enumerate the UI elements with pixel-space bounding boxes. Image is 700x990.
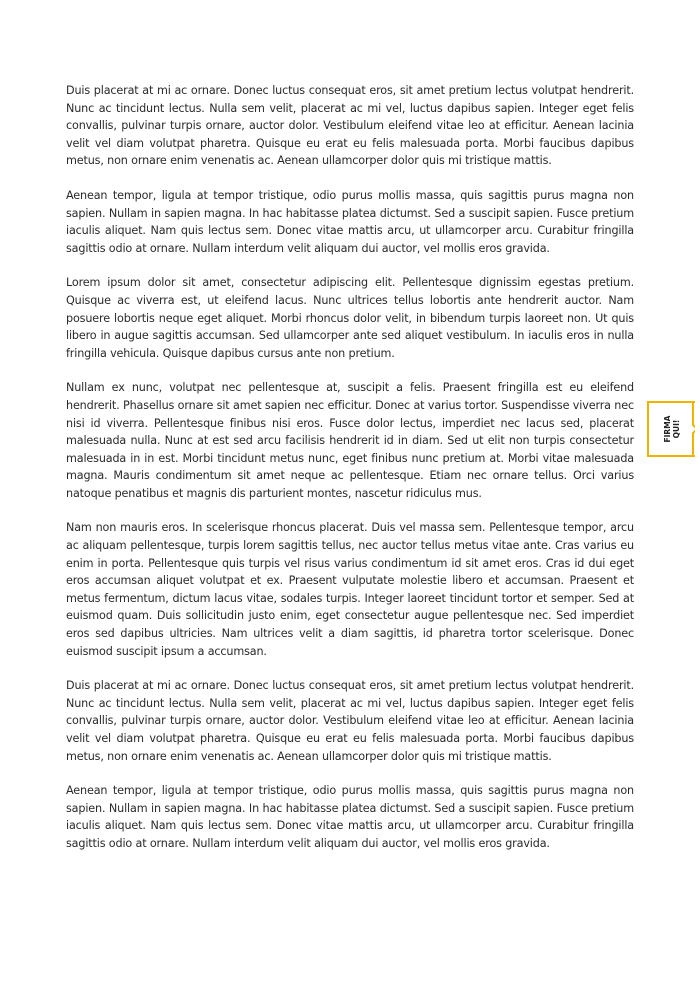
sign-label-line-1: FIRMA <box>663 415 672 443</box>
paragraph-1: Duis placerat at mi ac ornare. Donec luctus consequat eros, sit amet pretium lectus volutpat hendrerit. Nunc ac tincidunt lectus. Nulla sem velit, placerat ac mi vel, luctus dapibus sapien. Integer eget felis convallis, pulvinar turpis ornare, auctor dolor. Vestibulum eleifend vitae leo at efficitur. Aenean lacinia velit vel diam volutpat pharetra. Quisque eu erat eu felis malesuada porta. Morbi faucibus dapibus metus, non ornare enim venenatis ac. Aenean ullamcorper dolor quis mi tristique mattis. <box>66 84 634 168</box>
paragraph-5: Nam non mauris eros. In scelerisque rhoncus placerat. Duis vel massa sem. Pellentesque tempor, arcu ac aliquam pellentesque, turpis lorem sagittis tellus, nec auctor tellus metus vitae ante. Cras varius eu enim in porta. Pellentesque quis turpis vel risus varius condimentum id sit amet eros. Cras id dui eget eros accumsan aliquet volutpat et ex. Praesent vulputate molestie libero et accumsan. Praesent et metus fermentum, dictum lacus vitae, sodales turpis. Integer laoreet tincidunt tortor et semper. Sed at euismod quam. Duis sollicitudin justo enim, eget consectetur augue pellentesque nec. Sed imperdiet eros sed dapibus ultricies. Nam ultrices velit a diam sagittis, id pharetra tortor scelerisque. Donec euismod suscipit ipsum a accumsan. <box>66 521 634 658</box>
paragraph-6: Duis placerat at mi ac ornare. Donec luctus consequat eros, sit amet pretium lectus volutpat hendrerit. Nunc ac tincidunt lectus. Nulla sem velit, placerat ac mi vel, luctus dapibus sapien. Integer eget felis convallis, pulvinar turpis ornare, auctor dolor. Vestibulum eleifend vitae leo at efficitur. Aenean lacinia velit vel diam volutpat pharetra. Quisque eu erat eu felis malesuada porta. Morbi faucibus dapibus metus, non ornare enim venenatis ac. Aenean ullamcorper dolor quis mi tristique mattis. <box>66 679 634 763</box>
document-body <box>66 82 634 870</box>
sign-here-label <box>663 416 681 443</box>
paragraph-4: Nullam ex nunc, volutpat nec pellentesque at, suscipit a felis. Praesent fringilla est eu eleifend hendrerit. Phasellus ornare sit amet sapien nec efficitur. Donec at varius tortor. Suspendisse viverra nec nisi id viverra. Pellentesque finibus nisi eros. Fusce dolor lectus, imperdiet nec lacus sed, placerat malesuada nulla. Nunc at est sed arcu facilisis hendrerit id in diam. Sed ut elit non turpis consectetur malesuada in in est. Morbi tincidunt metus nunc, eget finibus nunc pretium at. Morbi vitae malesuada magna. Mauris condimentum sit amet neque ac pellentesque. Etiam nec ornare tellus. Orci varius natoque penatibus et magnis dis parturient montes, nascetur ridiculus mus. <box>66 381 634 500</box>
sign-label-line-2: QUI! <box>672 419 681 439</box>
sign-here-tab[interactable] <box>647 401 695 457</box>
paragraph-2: Aenean tempor, ligula at tempor tristique, odio purus mollis massa, quis sagittis purus magna non sapien. Nullam in sapien magna. In hac habitasse platea dictumst. Sed a suscipit sapien. Fusce pretium iaculis aliquet. Nam quis lectus sem. Donec vitae mattis arcu, ut ullamcorper arcu. Curabitur fringilla sagittis odio at ornare. Nullam interdum velit aliquam dui auctor, vel mollis eros gravida. <box>66 188 634 255</box>
paragraph-7: Aenean tempor, ligula at tempor tristique, odio purus mollis massa, quis sagittis purus magna non sapien. Nullam in sapien magna. In hac habitasse platea dictumst. Sed a suscipit sapien. Fusce pretium iaculis aliquet. Nam quis lectus sem. Donec vitae mattis arcu, ut ullamcorper arcu. Curabitur fringilla sagittis odio at ornare. Nullam interdum velit aliquam dui auctor, vel mollis eros gravida. <box>66 784 634 850</box>
paragraph-3: Lorem ipsum dolor sit amet, consectetur adipiscing elit. Pellentesque dignissim egestas pretium. Quisque ac viverra est, ut eleifend lacus. Nunc ultrices tellus lobortis ante hendrerit auctor. Nam posuere lobortis neque eget aliquet. Morbi rhoncus dolor velit, in bibendum turpis laoreet non. Ut quis libero in augue sagittis accumsan. Sed ullamcorper ante sed aliquet vestibulum. In iaculis eros in nulla fringilla vehicula. Quisque dapibus cursus ante non pretium. <box>66 276 634 360</box>
